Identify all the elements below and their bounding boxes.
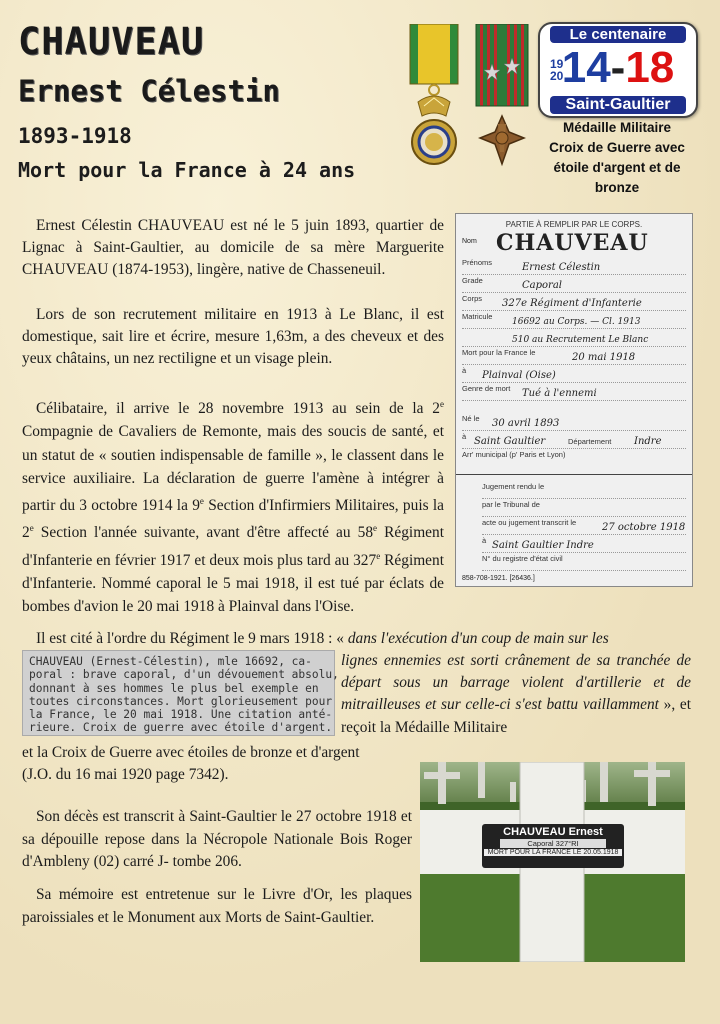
grave-plate: CHAUVEAU Ernest Caporal 327°RI MORT POUR LA FRANCE LE 20.05.1918 xyxy=(482,824,624,868)
medaille-militaire-icon xyxy=(402,24,466,172)
paragraph-memory: Sa mémoire est entretenue sur le Livre d'Or, les plaques paroissiales et le Monument aux Morts de Saint-Gaultier. xyxy=(22,886,412,926)
paragraph-citation-intro: Il est cité à l'ordre du Régiment le 9 mars 1918 : « dans l'exécution d'un coup de main sur les xyxy=(36,630,609,647)
life-years: 1893-1918 xyxy=(18,124,132,148)
paragraph-recruitment: Lors de son recrutement militaire en 1913 à Le Blanc, il est domestique, sait lire et écrire, mesure 1,63m, a des cheveux et des yeux châtains, un nez rectiligne et un visage plein. xyxy=(22,306,444,368)
paragraph-service: Célibataire, il arrive le 28 novembre 1913 au sein de la 2e Compagnie de Cavaliers de Remonte, mais des soucis de santé, et un statut de « soutien indispensable de famille », le classent dans le service auxiliaire. La déclaration de guerre l'amène à intégrer à partir du 3 octobre 1914 la 9e Section d'Infirmiers Militaires, puis la 2e Section l'année suivante, avant d'être affecté au 58e Régiment d'Infanterie en février 1917 et deux mois plus tard au 327e Régiment d'Infanterie. Nommé caporal le 5 mai 1918, il est tué par éclats de bombes d'avion le 20 mai 1918 à Plainval dans l'Oise. xyxy=(22,399,444,616)
logo-small-years: 19 20 xyxy=(550,57,564,83)
grave-photo xyxy=(420,762,685,962)
paragraph-birth: Ernest Célestin CHAUVEAU est né le 5 juin 1893, quartier de Lignac à Saint-Gaultier, au domicile de sa mère Marguerite CHAUVEAU (1874-1953), lingère, native de Chasseneuil. xyxy=(22,217,444,279)
centenaire-logo xyxy=(538,22,698,118)
death-note: Mort pour la France à 24 ans xyxy=(18,158,356,182)
surname-title: CHAUVEAU xyxy=(18,20,205,63)
death-record-card: PARTIE À REMPLIR PAR LE CORPS. Nom CHAUVEAU Prénoms Ernest Célestin Grade Caporal Corps 327e Régiment d'Infanterie Matricule 16692 au Corps. — Cl. 1913 510 au Recrutement Le Blanc Mort pour la France le 20 mai 1918 à Plainval (Oise) Genre de mort Tué à l'ennemi Né le 30 avril 1893 à Saint Gaultier Département Indre Arr' municipal (p' Paris et Lyon) Jugement rendu le par le Tribunal de acte ou jugement transcrit le 27 octobre 1918 à Saint Gaultier Indre N° du registre d'état civil 858-708-1921. [26436.] xyxy=(455,213,693,587)
paragraph-burial: Son décès est transcrit à Saint-Gaultier le 27 octobre 1918 et sa dépouille repose dans la Nécropole Nationale Bois Roger d'Ambleny (02) carré J- tombe 206. xyxy=(22,808,412,870)
logo-title: Le centenaire xyxy=(550,26,686,43)
paragraph-citation-quote: lignes ennemies est sorti crânement de sa tranchée de départ sous un barrage violent d'artillerie et de mitrailleuses et sur celle-ci s'est battu vaillamment », et reçoit la Médaille Militaire xyxy=(341,652,691,736)
given-names-title: Ernest Célestin xyxy=(18,74,280,108)
citation-clipping: CHAUVEAU (Ernest-Célestin), mle 16692, ca- poral : brave caporal, d'un dévouement absolu, donnant à ses hommes le plus bel exemple en toutes circonstances. Mort glorieusement pour la France, le 20 mai 1918. Une citation anté- rieure. Croix de guerre avec étoile d'argent. xyxy=(22,650,335,736)
logo-years: 14-18 xyxy=(561,43,675,92)
paragraph-citation-end: et la Croix de Guerre avec étoiles de bronze et d'argent (J.O. du 16 mai 1920 page 7342). xyxy=(22,744,360,784)
croix-de-guerre-icon xyxy=(472,24,532,172)
medals-caption: Médaille Militaire Croix de Guerre avec étoile d'argent et de bronze xyxy=(549,120,685,195)
logo-town: Saint-Gaultier xyxy=(550,96,686,114)
